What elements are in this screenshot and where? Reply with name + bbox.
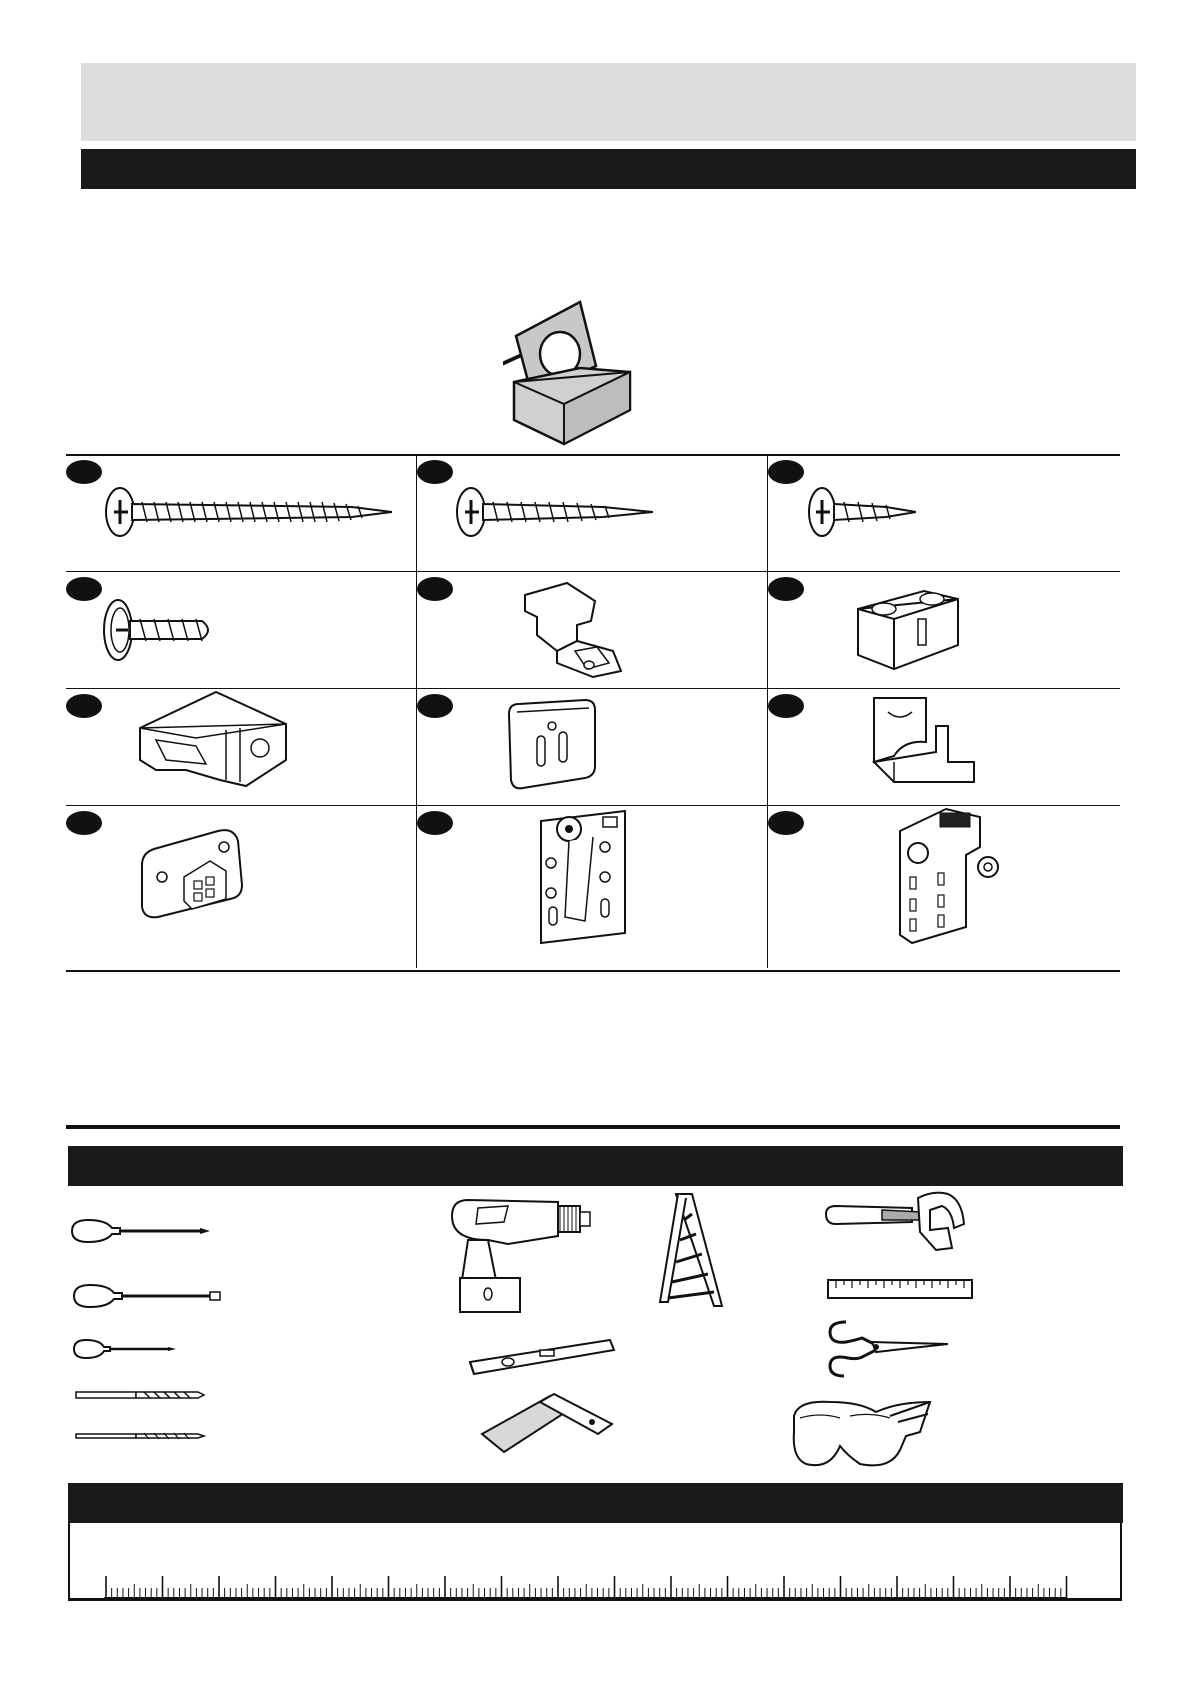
part-cell — [768, 456, 1119, 571]
ruler-heading-bar — [68, 1483, 1123, 1523]
part-badge — [66, 577, 102, 601]
tape-ruler-icon — [826, 1278, 976, 1302]
safety-glasses-icon — [790, 1392, 936, 1476]
claw-hammer-icon — [822, 1188, 972, 1258]
hanging-bracket-icon — [535, 807, 635, 947]
grid-divider — [66, 688, 1120, 689]
wall-hook-bracket-icon — [864, 692, 984, 792]
part-cell — [768, 807, 1119, 967]
header-band — [81, 63, 1136, 141]
medium-screw-icon — [453, 482, 653, 542]
part-badge — [417, 460, 453, 484]
phillips-screwdriver-icon — [68, 1216, 214, 1246]
part-cell — [417, 456, 768, 571]
measuring-ruler — [100, 1576, 1072, 1600]
part-cell — [417, 573, 768, 688]
part-badge — [768, 811, 804, 835]
shelf-support-icon — [138, 825, 248, 925]
part-badge — [768, 577, 804, 601]
cabinet-leg-bracket-icon — [517, 581, 627, 681]
hardware-heading-bar — [81, 149, 1136, 189]
part-cell — [768, 690, 1119, 805]
power-drill-icon — [448, 1196, 598, 1314]
part-badge — [768, 460, 804, 484]
grid-divider — [66, 571, 1120, 572]
try-square-icon — [480, 1392, 620, 1456]
tools-heading-bar — [68, 1146, 1123, 1186]
grid-divider — [66, 805, 1120, 806]
flat-screwdriver-icon — [70, 1281, 226, 1311]
part-cell — [417, 690, 768, 805]
small-screwdriver-icon — [70, 1337, 180, 1361]
slotted-plate-icon — [503, 696, 603, 796]
part-cell — [66, 807, 417, 967]
section-divider — [66, 1125, 1120, 1129]
scissors-icon — [826, 1314, 952, 1380]
part-cell — [66, 573, 417, 688]
part-cell — [66, 690, 417, 805]
part-cell — [417, 807, 768, 967]
part-badge — [417, 811, 453, 835]
part-badge — [417, 694, 453, 718]
part-badge — [417, 577, 453, 601]
short-screw-icon — [806, 482, 916, 542]
hardware-box-icon — [496, 286, 636, 446]
part-badge — [66, 811, 102, 835]
part-badge — [768, 694, 804, 718]
long-screw-icon — [102, 482, 392, 542]
masonry-drill-bit-icon — [74, 1386, 206, 1404]
part-cell — [66, 456, 417, 571]
clip-bracket-icon — [136, 690, 296, 790]
part-badge — [66, 460, 102, 484]
spirit-level-icon — [468, 1336, 618, 1380]
part-cell — [768, 573, 1119, 688]
adjustable-hanger-icon — [896, 807, 1006, 947]
step-ladder-icon — [656, 1190, 726, 1310]
wood-drill-bit-icon — [74, 1428, 206, 1444]
connector-block-icon — [854, 585, 964, 675]
part-badge — [66, 694, 102, 718]
flange-screw-icon — [102, 595, 222, 665]
